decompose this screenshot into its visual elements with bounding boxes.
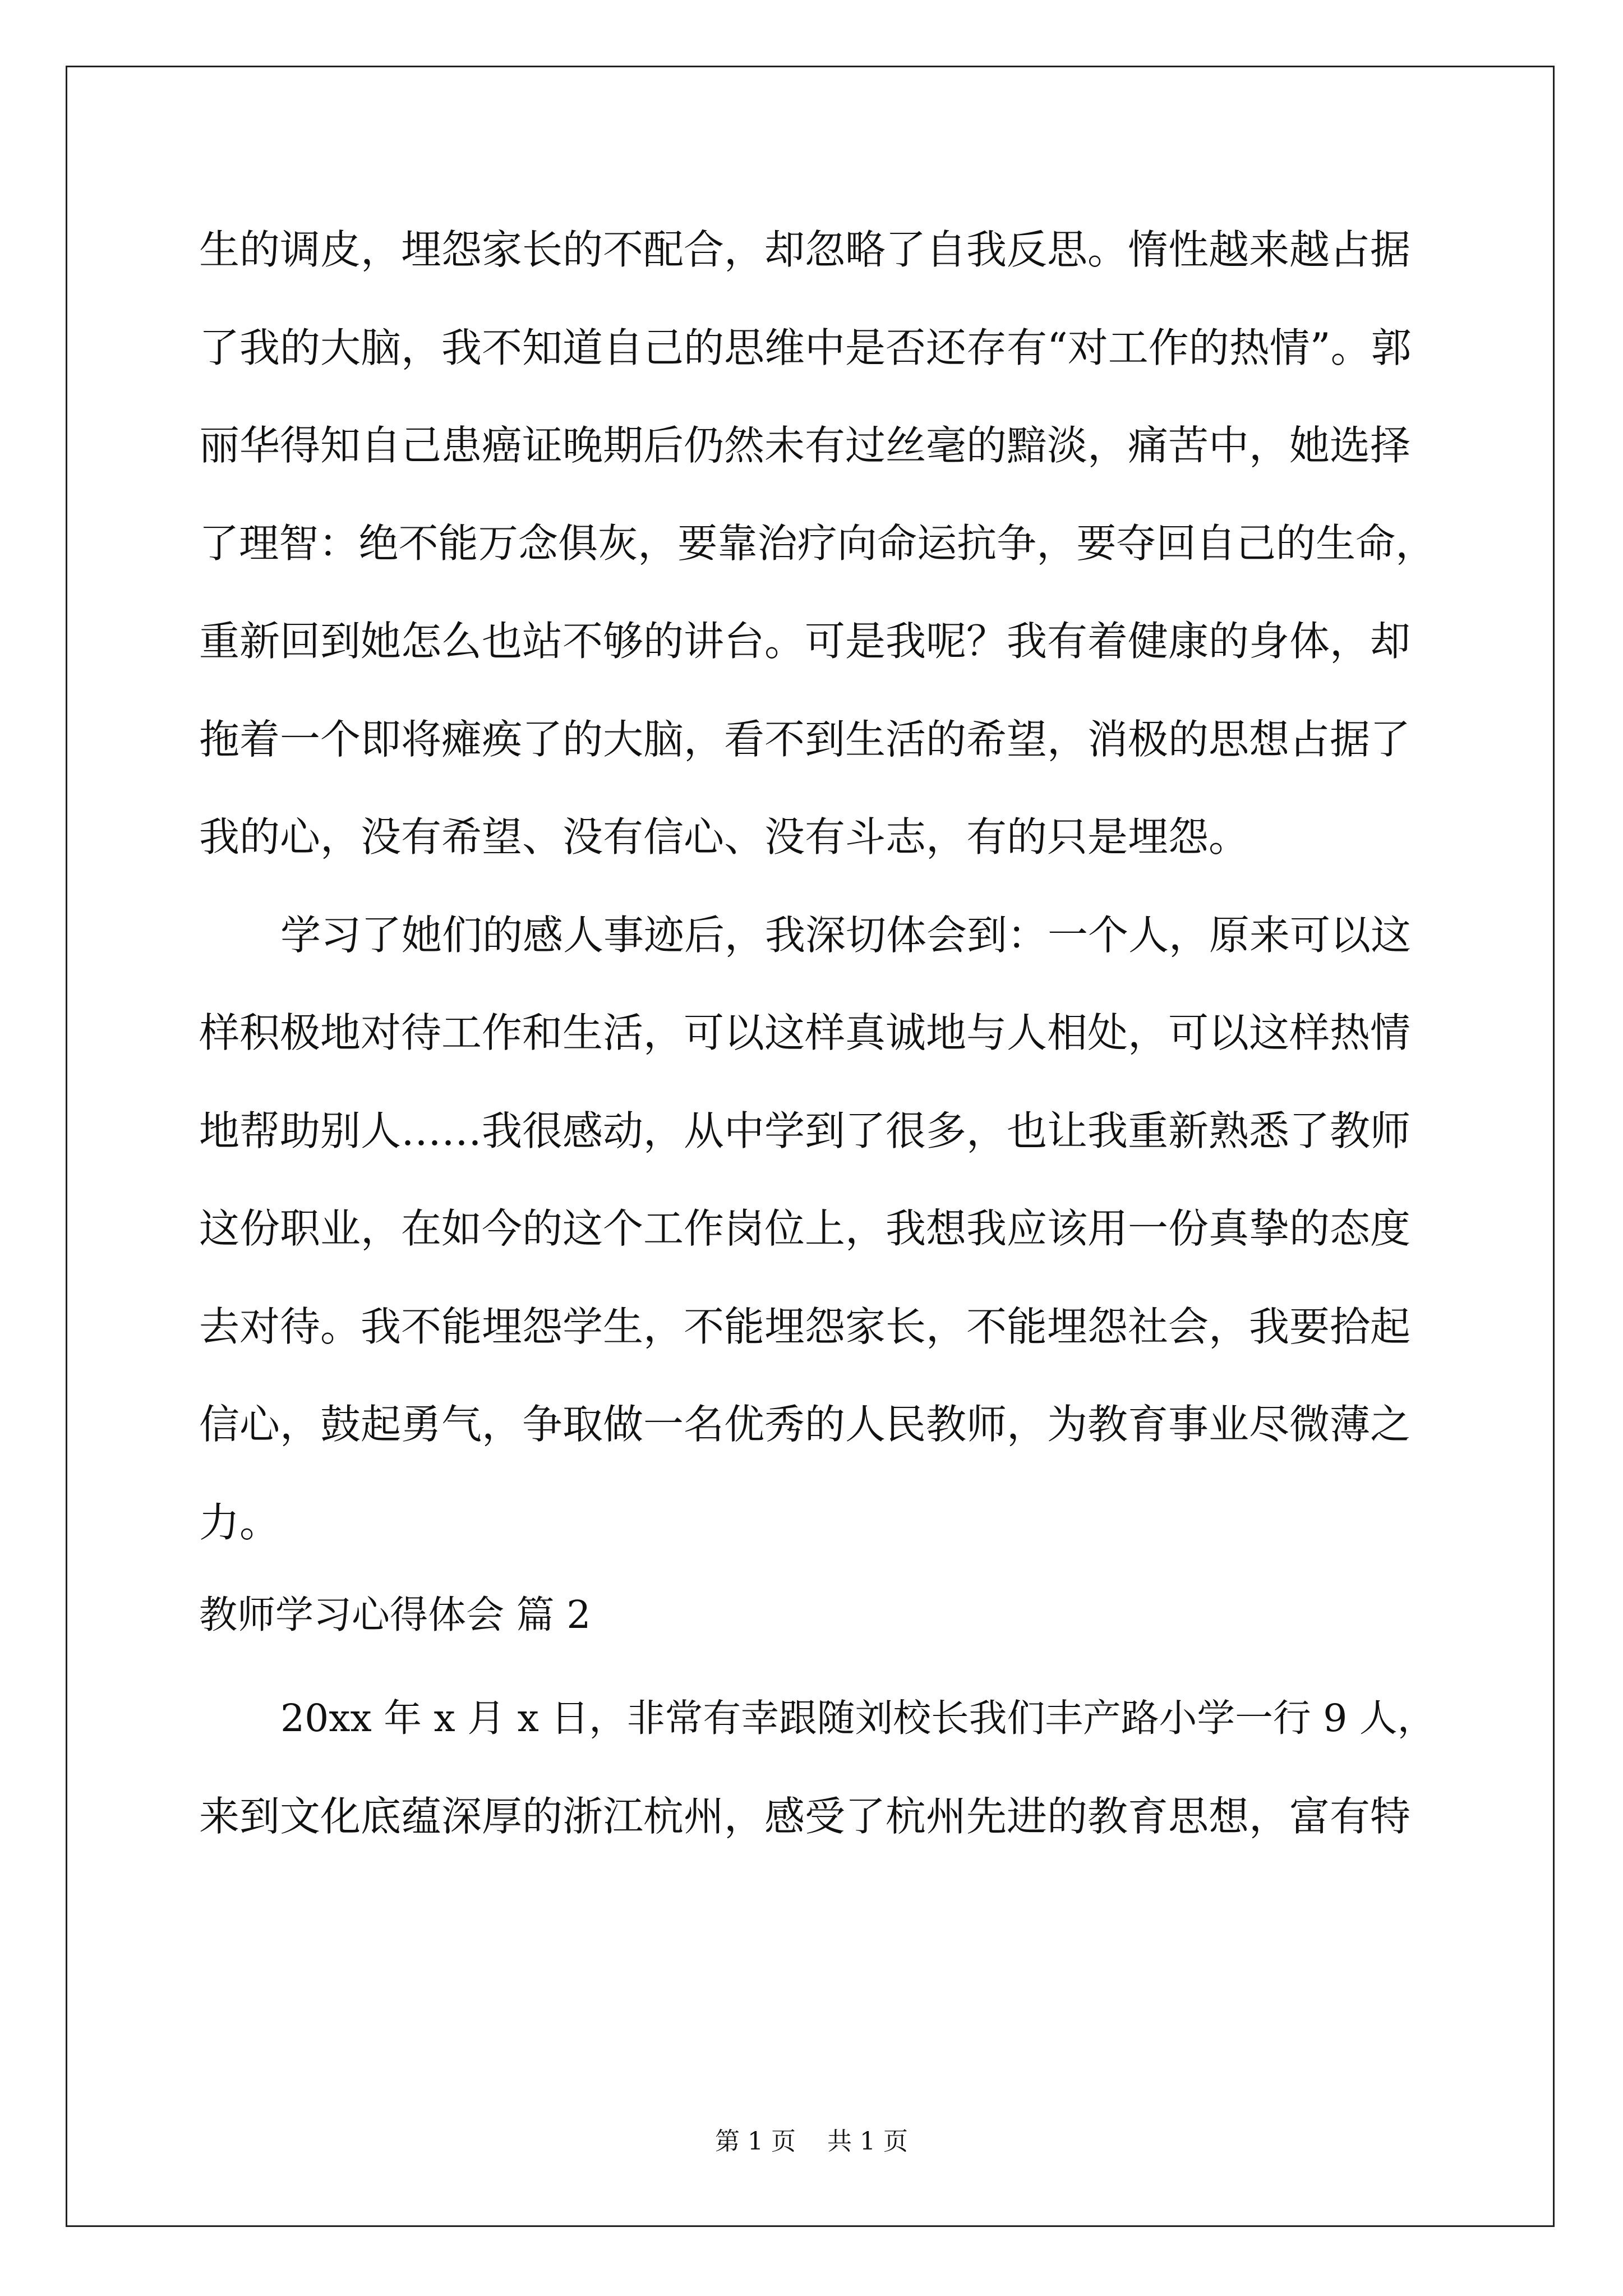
page-number: 第 1 页 xyxy=(715,2127,796,2156)
section-heading: 教师学习心得体会 篇 2 xyxy=(199,1593,591,1637)
paragraph-first-line: 学习了她们的感人事迹后，我深切体会到：一个人，原来可以这 xyxy=(280,912,1412,959)
text-line: 地帮助别人……我很感动，从中学到了很多，也让我重新熟悉了教师 xyxy=(199,1107,1411,1154)
text-line: 信心，鼓起勇气，争取做一名优秀的人民教师，为教育事业尽微薄之 xyxy=(199,1401,1411,1448)
text-line: 了我的大脑，我不知道自己的思维中是否还存有“对工作的热情”。郭 xyxy=(199,324,1412,371)
text-line: 拖着一个即将瘫痪了的大脑，看不到生活的希望，消极的思想占据了 xyxy=(199,716,1411,763)
text-line: 来到文化底蕴深厚的浙江杭州，感受了杭州先进的教育思想，富有特 xyxy=(199,1793,1411,1840)
text-line: 样积极地对待工作和生活，可以这样真诚地与人相处，可以这样热情 xyxy=(199,1009,1411,1056)
text-line: 这份职业，在如今的这个工作岗位上，我想我应该用一份真挚的态度 xyxy=(199,1205,1411,1252)
paragraph-first-line: 20xx 年 x 月 x 日，非常有幸跟随刘校长我们丰产路小学一行 9 人， xyxy=(280,1696,1436,1740)
text-line: 我的心，没有希望、没有信心、没有斗志，有的只是埋怨。 xyxy=(199,813,1249,861)
text-line: 生的调皮，埋怨家长的不配合，却忽略了自我反思。惰性越来越占据 xyxy=(199,226,1411,273)
text-line: 丽华得知自己患癌证晚期后仍然未有过丝毫的黯淡，痛苦中，她选择 xyxy=(199,422,1411,469)
text-line: 了理智：绝不能万念俱灰，要靠治疗向命运抗争，要夺回自己的生命， xyxy=(199,520,1436,567)
page-total: 共 1 页 xyxy=(827,2127,908,2156)
text-line: 去对待。我不能埋怨学生，不能埋怨家长，不能埋怨社会，我要拾起 xyxy=(199,1303,1411,1350)
text-line: 力。 xyxy=(199,1499,280,1546)
text-line: 重新回到她怎么也站不够的讲台。可是我呢？我有着健康的身体，却 xyxy=(199,618,1411,665)
page-footer xyxy=(0,2125,1623,2159)
